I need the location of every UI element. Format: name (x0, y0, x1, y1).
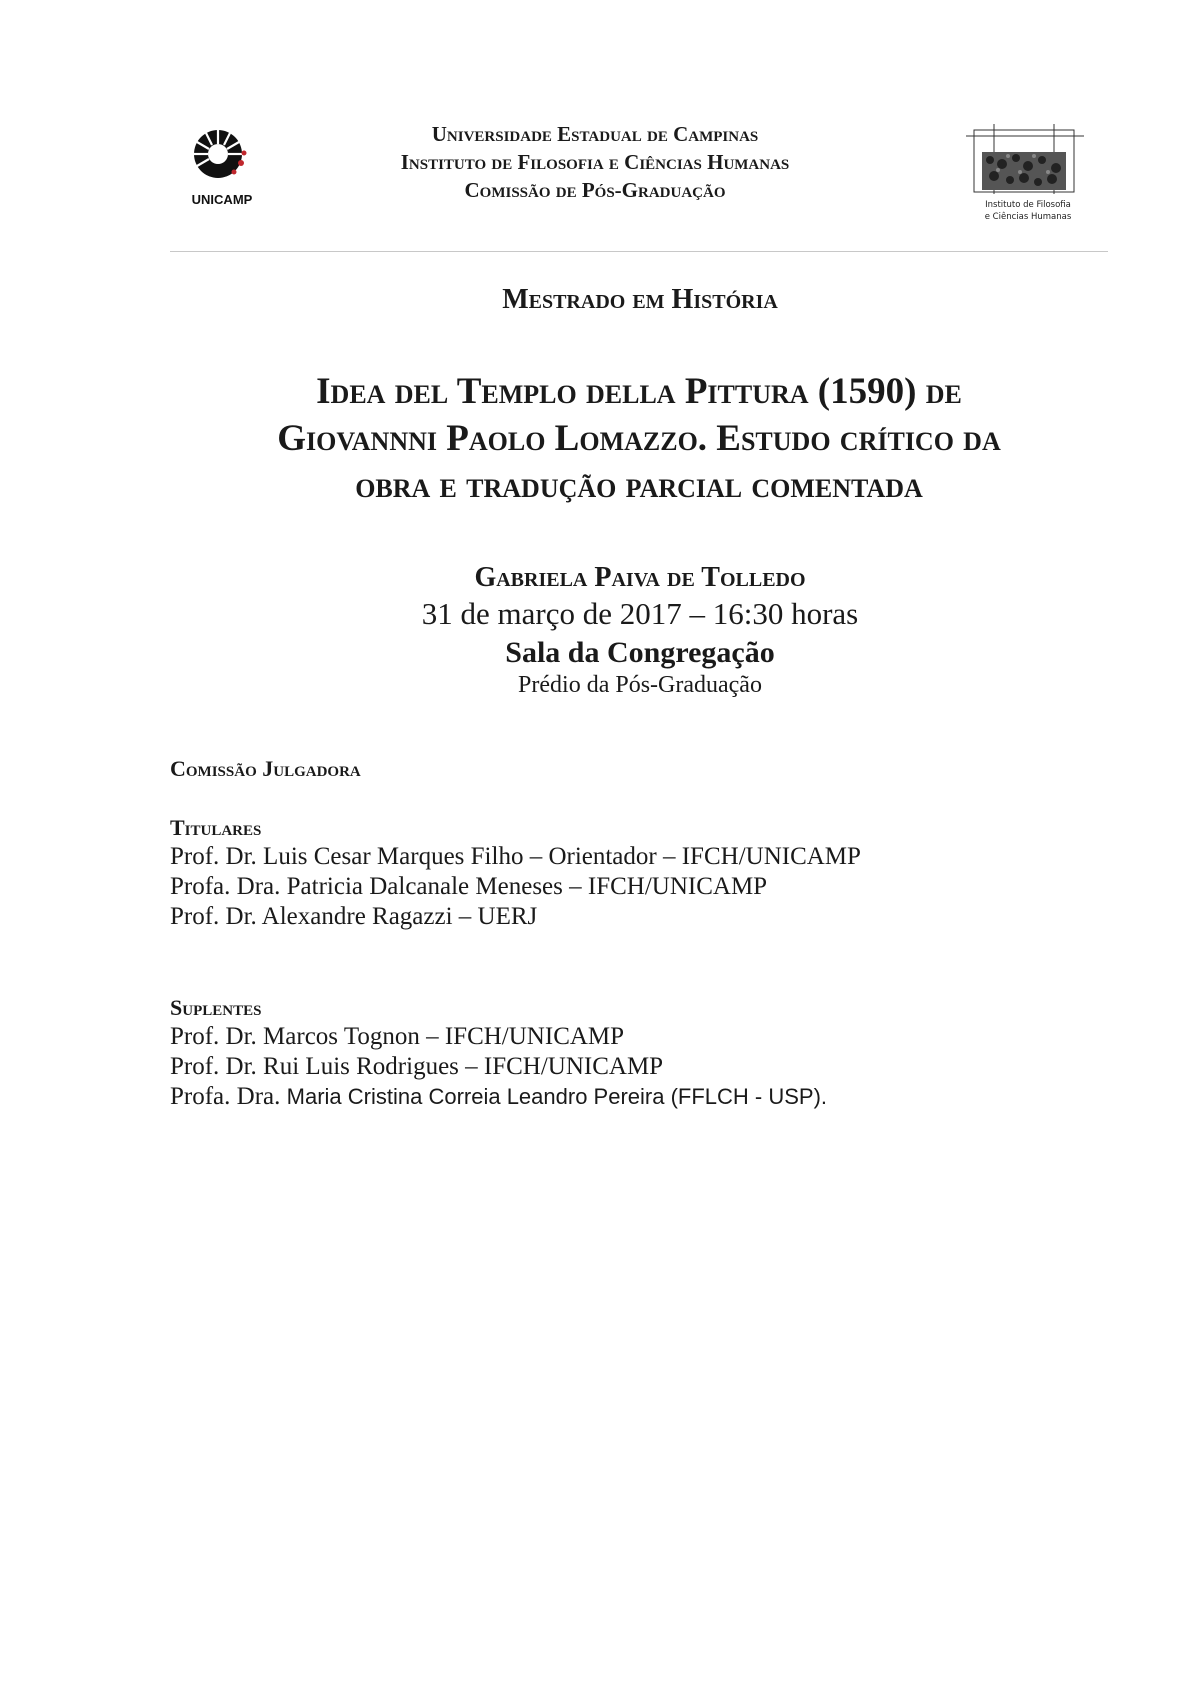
committee-member: Prof. Dr. Marcos Tognon – IFCH/UNICAMP (170, 1023, 625, 1050)
thesis-title (170, 368, 1108, 509)
titulares-heading: Titulares (170, 815, 262, 840)
committee-member: Prof. Dr. Luis Cesar Marques Filho – Orientador – IFCH/UNICAMP (170, 843, 861, 870)
committee-member: Prof. Dr. Alexandre Ragazzi – UERJ (170, 903, 538, 930)
suplentes-heading: Suplentes (170, 995, 262, 1020)
ifch-logo (964, 124, 1086, 224)
committee-member: Prof. Dr. Rui Luis Rodrigues – IFCH/UNICAMP (170, 1053, 664, 1080)
thesis-title-line: Idea del Templo della Pittura (1590) de (316, 371, 962, 412)
thesis-title-line: Giovannni Paolo Lomazzo. Estudo crítico da (277, 418, 1001, 459)
unicamp-logo (186, 124, 258, 210)
member-name: Maria Cristina Correia Leandro Pereira (FFLCH - USP). (286, 1084, 828, 1109)
committee-member (170, 1083, 827, 1111)
university-name: Universidade Estadual de Campinas (431, 122, 759, 146)
member-title: Profa. Dra. (170, 1083, 287, 1110)
defense-room: Sala da Congregação (505, 636, 775, 669)
defense-datetime: 31 de março de 2017 – 16:30 horas (421, 596, 859, 631)
institute-name: Instituto de Filosofia e Ciências Humanas (400, 150, 790, 174)
commission-name: Comissão de Pós-Graduação (464, 178, 726, 202)
committee-member: Profa. Dra. Patricia Dalcanale Meneses – IFCH/UNICAMP (170, 873, 768, 900)
svg-text:e Ciências Humanas: e Ciências Humanas (984, 212, 1072, 222)
committee-heading: Comissão Julgadora (170, 756, 361, 781)
defense-building: Prédio da Pós-Graduação (518, 672, 762, 698)
thesis-title-line: obra e tradução parcial comentada (355, 465, 923, 506)
author-name: Gabriela Paiva de Tolledo (474, 562, 806, 593)
svg-text:Instituto de Filosofia: Instituto de Filosofia (985, 200, 1071, 210)
program-title: Mestrado em História (502, 284, 778, 315)
header-divider (170, 251, 1108, 252)
svg-text:UNICAMP: UNICAMP (191, 192, 253, 207)
